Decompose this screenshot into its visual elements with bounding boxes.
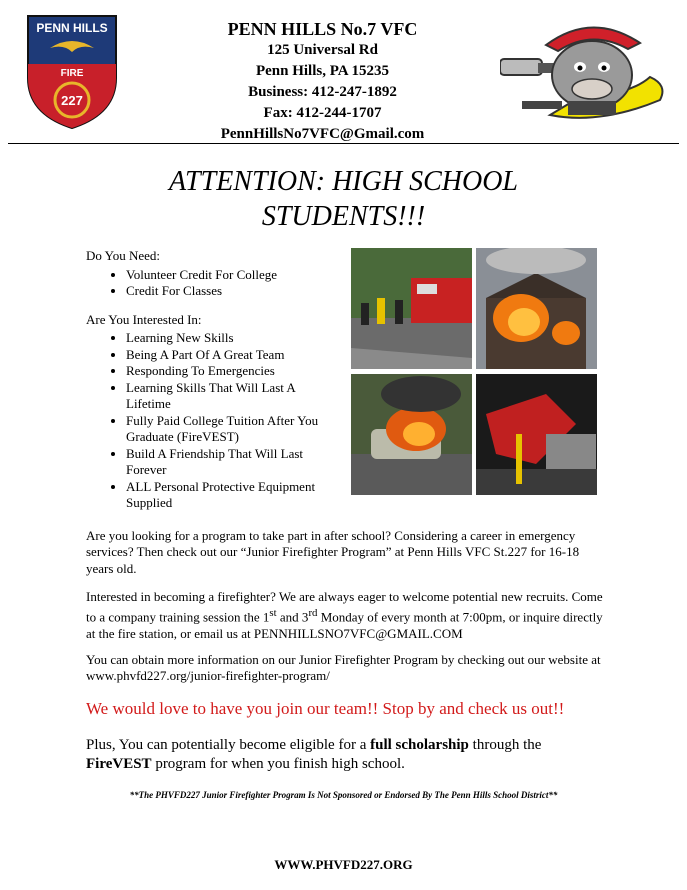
badge-mid-text: FIRE	[60, 68, 84, 79]
benefits-lists	[86, 248, 336, 512]
interested-item-great-team: • Being A Part Of A Great Team	[126, 347, 336, 364]
scholarship-text-c: program for when you finish high school.	[151, 756, 405, 772]
address-line-2: Penn Hills, PA 15235	[255, 63, 390, 79]
interested-item-friendship: • Build A Friendship That Will Last Forever	[126, 446, 336, 479]
interested-list	[86, 330, 336, 512]
photo-collage	[351, 248, 597, 495]
photo-car-fire	[351, 374, 472, 495]
program-description: Are you looking for a program to take part in after school? Considering a career in emergency services? Then check out our “Junior Firefighter Program” at Penn Hills VFC St.227 for 16-18 years old.	[86, 528, 580, 576]
interested-item-emergencies: • Responding To Emergencies	[126, 363, 336, 380]
recruitment-text-b: and 3	[276, 609, 309, 625]
need-heading: Do You Need:	[86, 248, 161, 263]
interested-item-lifetime-skills: • Learning Skills That Will Last A Lifetime	[126, 380, 336, 413]
need-item-credit-classes: • Credit For Classes	[126, 283, 336, 300]
scholarship-note	[86, 736, 606, 774]
scholarship-text-a: Plus, You can potentially become eligible for a	[86, 737, 371, 753]
interested-heading: Are You Interested In:	[86, 311, 202, 327]
need-list	[86, 267, 336, 300]
bulldog-firefighter-mascot-icon	[500, 15, 670, 130]
recruitment-text-a: Interested in becoming a firefighter? We are always eager to welcome potential new recruits. Come to a company training session the 1	[86, 589, 603, 625]
interested-item-new-skills: • Learning New Skills	[126, 330, 336, 347]
scholarship-text-b: through the	[468, 737, 542, 753]
full-scholarship-text: full scholarship	[370, 737, 469, 753]
address-line-1: 125 Universal Rd	[267, 42, 378, 58]
photo-firefighters-scene	[351, 248, 472, 369]
firevest-text: FireVEST	[86, 756, 152, 772]
header-contact-block	[150, 18, 495, 145]
header-divider	[8, 143, 679, 144]
business-phone: Business: 412-247-1892	[248, 84, 397, 100]
recruitment-paragraph	[86, 589, 606, 642]
email-address: PennHillsNo7VFC@Gmail.com	[220, 126, 425, 142]
photo-car-crash	[476, 374, 597, 495]
title-line-2: STUDENTS!!!	[261, 201, 426, 232]
disclaimer: **The PHVFD227 Junior Firefighter Program Is Not Sponsored or Endorsed By The Penn Hills School District**	[129, 790, 558, 800]
badge-number: 227	[61, 93, 83, 108]
page-title	[80, 164, 607, 234]
fax-number: Fax: 412-244-1707	[263, 105, 382, 121]
interested-item-equipment: • ALL Personal Protective Equipment Supplied	[126, 479, 336, 512]
interested-item-tuition: • Fully Paid College Tuition After You Graduate (FireVEST)	[126, 413, 336, 446]
ordinal-st: st	[269, 607, 277, 620]
recruitment-text-c: Monday of every month at 7:00pm, or inquire directly at the fire station, or email us at PENNHILLSNO7VFC@GMAIL.COM	[86, 609, 603, 641]
need-item-credit-college: • Volunteer Credit For College	[126, 267, 336, 284]
ordinal-rd: rd	[308, 607, 318, 620]
join-team-callout: We would love to have you join our team!! Stop by and check us out!!	[86, 699, 565, 718]
footer-website: WWW.PHVFD227.ORG	[274, 857, 413, 872]
website-info: You can obtain more information on our Junior Firefighter Program by checking out our website at www.phvfd227.org/junior-firefighter-program/	[86, 652, 601, 684]
photo-house-fire	[476, 248, 597, 369]
penn-hills-fire-badge-logo	[20, 12, 124, 130]
title-line-1: ATTENTION: HIGH SCHOOL	[168, 166, 518, 197]
badge-top-text: PENN HILLS	[36, 21, 108, 35]
org-name: PENN HILLS No.7 VFC	[227, 19, 418, 39]
